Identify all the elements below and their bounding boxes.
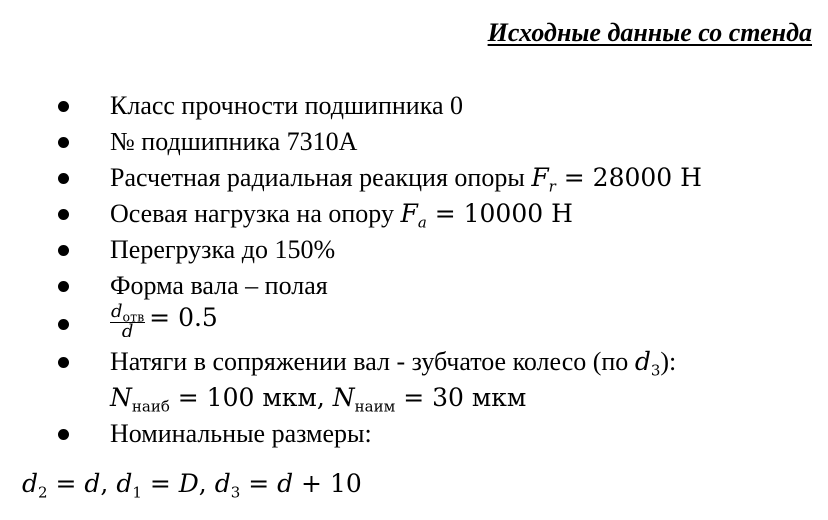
radial-force-value: = 28000 Н <box>555 163 702 192</box>
bullet-icon <box>58 173 69 184</box>
n-max-subscript: наиб <box>131 397 170 416</box>
ratio-value: = 0.5 <box>149 303 218 332</box>
nominal-sizes-formula <box>22 466 362 502</box>
numerator-symbol: d <box>111 301 123 323</box>
radial-reaction-line <box>110 160 702 196</box>
diameter-symbol: d <box>634 347 651 376</box>
d1-symbol: d <box>116 469 133 498</box>
n-min-subscript: наим <box>354 397 396 416</box>
nominal-sizes-text: Номинальные размеры: <box>110 419 372 448</box>
fraction-denominator: d <box>121 323 134 338</box>
n-max-symbol: N <box>110 383 132 412</box>
list-item <box>0 301 828 344</box>
equals-sign: = <box>47 469 85 498</box>
force-symbol: F <box>400 199 418 228</box>
list-item <box>0 416 828 452</box>
n-min-symbol: N <box>332 383 355 412</box>
bullet-icon <box>58 357 69 368</box>
force-symbol: F <box>531 163 549 192</box>
list-item <box>0 124 828 160</box>
d2-subscript: 2 <box>38 483 48 502</box>
big-d-symbol: D <box>178 469 199 498</box>
source-data-list <box>0 88 828 452</box>
list-item <box>0 160 828 196</box>
interference-label-end: ): <box>660 347 677 376</box>
fraction-numerator <box>110 303 145 323</box>
axial-load-label: Осевая нагрузка на опору <box>110 199 401 228</box>
comma: , <box>198 469 215 498</box>
list-item <box>0 344 828 380</box>
bullet-icon <box>58 281 69 292</box>
diameter-subscript: 3 <box>650 361 661 380</box>
plus-ten: + 10 <box>293 469 362 498</box>
list-item <box>0 196 828 232</box>
equals-sign: = <box>141 469 179 498</box>
bullet-icon <box>58 137 69 148</box>
list-item <box>0 232 828 268</box>
bullet-icon <box>58 429 69 440</box>
diameter-ratio-formula <box>110 300 218 337</box>
d2-symbol: d <box>22 469 39 498</box>
shaft-shape-text: Форма вала – полая <box>110 271 328 300</box>
list-item <box>0 88 828 124</box>
bearing-number-text: № подшипника 7310А <box>110 127 358 156</box>
d-symbol: d <box>277 469 294 498</box>
interference-label: Натяги в сопряжении вал - зубчатое колесо (по <box>110 347 635 376</box>
bullet-icon <box>58 319 69 330</box>
d-symbol: d <box>84 469 101 498</box>
list-item <box>0 268 828 304</box>
numerator-subscript: отв <box>122 309 145 325</box>
axial-force-value: = 10000 Н <box>426 199 573 228</box>
d3-symbol: d <box>214 469 231 498</box>
force-subscript: a <box>417 213 427 232</box>
comma: , <box>100 469 117 498</box>
overload-text: Перегрузка до 150% <box>110 235 336 264</box>
list-item-continuation <box>0 380 828 416</box>
force-subscript: r <box>548 177 556 196</box>
axial-force-formula <box>400 199 573 232</box>
bullet-icon <box>58 245 69 256</box>
n-min-value: = 30 мкм <box>395 383 527 412</box>
radial-force-formula <box>531 163 702 196</box>
d3-subscript: 3 <box>230 483 241 502</box>
bullet-icon <box>58 209 69 220</box>
strength-class-text: Класс прочности подшипника 0 <box>110 91 463 120</box>
ratio-fraction <box>110 303 145 337</box>
axial-load-line <box>110 196 573 232</box>
bullet-icon <box>58 101 69 112</box>
page-heading: Исходные данные со стенда <box>487 18 812 47</box>
equals-sign: = <box>240 469 278 498</box>
interference-values-formula <box>110 380 526 416</box>
interference-line <box>110 344 676 380</box>
radial-reaction-label: Расчетная радиальная реакция опоры <box>110 163 532 192</box>
n-max-value: = 100 мкм, <box>169 383 333 412</box>
d1-subscript: 1 <box>132 483 142 502</box>
gear-diameter-symbol <box>634 347 661 380</box>
